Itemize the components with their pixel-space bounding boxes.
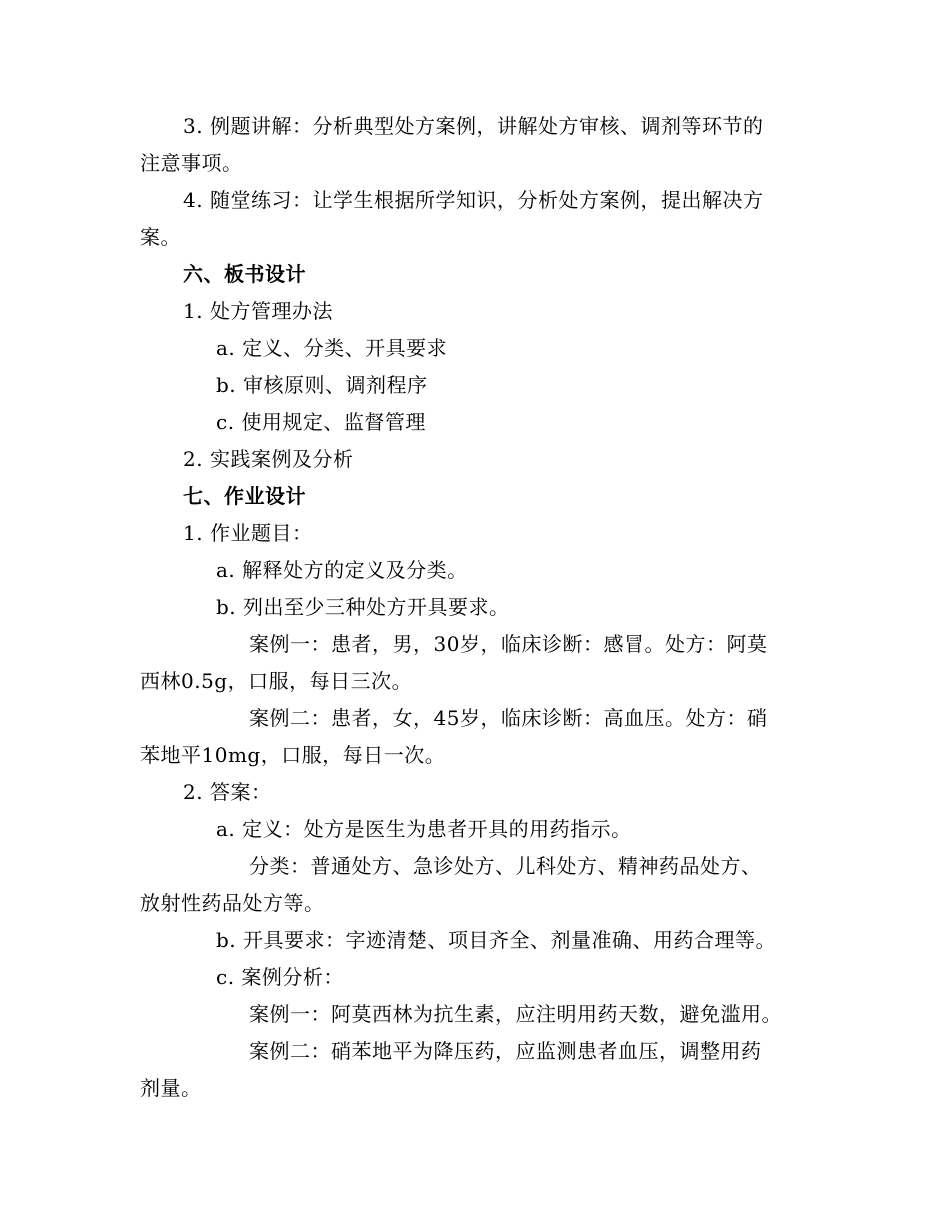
section-7-item-1a: a. 解释处方的定义及分类。 (216, 558, 468, 582)
paragraph-4-line-1: 4. 随堂练习：让学生根据所学知识，分析处方案例，提出解决方 (183, 188, 764, 212)
section-6-item-1: 1. 处方管理办法 (183, 299, 333, 323)
case-2-line-1: 案例二：患者，女，45岁，临床诊断：高血压。处方：硝 (249, 706, 768, 730)
answer-c: c. 案例分析： (216, 965, 344, 989)
answer-c-case-2-line-1: 案例二：硝苯地平为降压药，应监测患者血压，调整用药 (249, 1039, 762, 1063)
paragraph-3-line-1: 3. 例题讲解：分析典型处方案例，讲解处方审核、调剂等环节的 (183, 114, 764, 138)
case-1-line-1: 案例一：患者，男，30岁，临床诊断：感冒。处方：阿莫 (249, 632, 768, 656)
case-2-line-2: 苯地平10mg，口服，每日一次。 (140, 743, 446, 767)
section-6-heading: 六、板书设计 (183, 262, 306, 286)
answer-a-class-line-2: 放射性药品处方等。 (140, 891, 325, 915)
answer-a-class-line-1: 分类：普通处方、急诊处方、儿科处方、精神药品处方、 (249, 854, 762, 878)
paragraph-3-line-2: 注意事项。 (140, 151, 243, 175)
section-6-item-1c: c. 使用规定、监督管理 (216, 410, 426, 434)
answer-a: a. 定义：处方是医生为患者开具的用药指示。 (216, 817, 632, 841)
case-1-line-2: 西林0.5g，口服，每日三次。 (140, 669, 413, 693)
section-7-item-2: 2. 答案： (183, 780, 272, 804)
section-6-item-1b: b. 审核原则、调剂程序 (216, 373, 428, 397)
section-7-item-1b: b. 列出至少三种处方开具要求。 (216, 595, 510, 619)
answer-c-case-2-line-2: 剂量。 (140, 1076, 202, 1100)
section-7-item-1: 1. 作业题目： (183, 521, 313, 545)
section-6-item-2: 2. 实践案例及分析 (183, 447, 354, 471)
section-6-item-1a: a. 定义、分类、开具要求 (216, 336, 448, 360)
paragraph-4-line-2: 案。 (140, 225, 181, 249)
section-7-heading: 七、作业设计 (183, 484, 306, 508)
answer-c-case-1: 案例一：阿莫西林为抗生素，应注明用药天数，避免滥用。 (249, 1002, 782, 1026)
answer-b: b. 开具要求：字迹清楚、项目齐全、剂量准确、用药合理等。 (216, 928, 777, 952)
